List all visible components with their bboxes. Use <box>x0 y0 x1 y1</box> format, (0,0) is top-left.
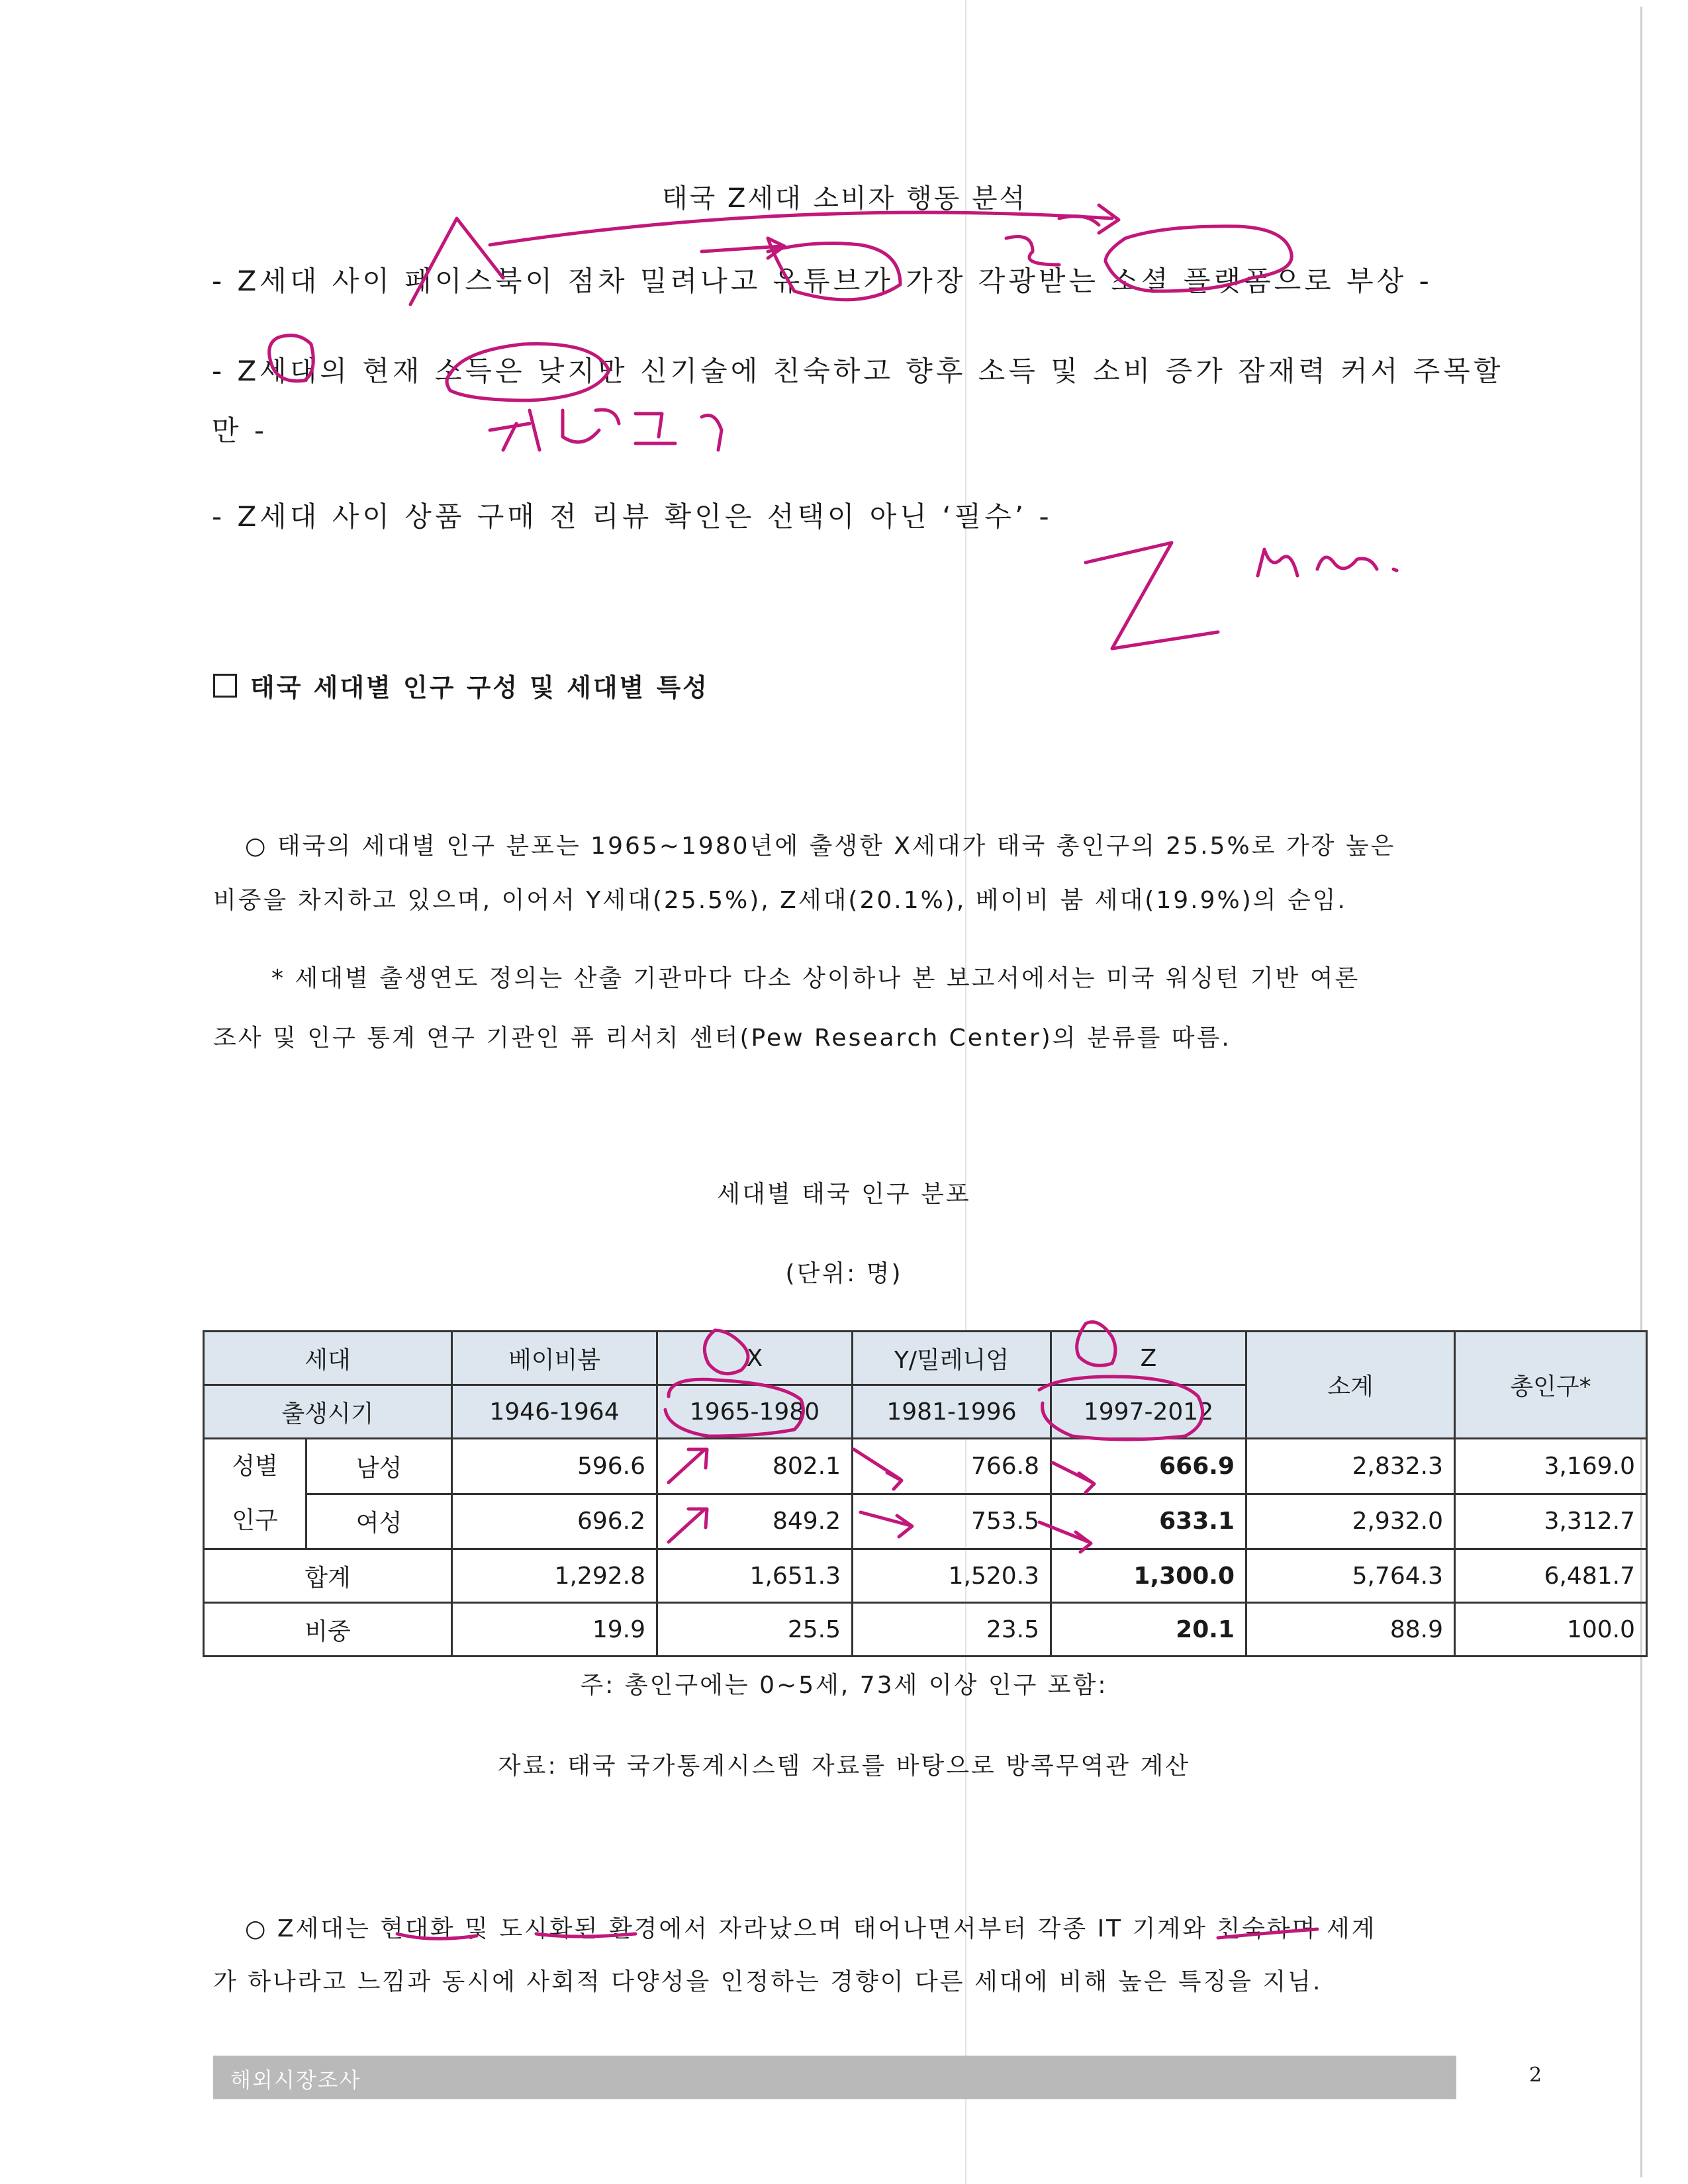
subtitle-2-continued: 만 - <box>212 414 268 447</box>
table-cell: 849.2 <box>657 1494 853 1549</box>
table-cell: 2,832.3 <box>1246 1439 1455 1494</box>
table-cell: 1,292.8 <box>452 1549 657 1603</box>
sum-label: 합계 <box>204 1549 452 1603</box>
header-gen-z: Z <box>1051 1332 1246 1385</box>
gender-label-1: 성별 <box>232 1453 278 1480</box>
circle-annotation <box>447 344 609 401</box>
table-cell: 88.9 <box>1246 1603 1455 1657</box>
handwriting-annotation <box>1258 549 1297 576</box>
subtitle-1: - Z세대 사이 페이스북이 점차 밀려나고 유튜브가 가장 각광받는 소셜 플랫폼으로 부상 - <box>212 265 1432 297</box>
arrow-annotation <box>854 1449 902 1489</box>
table-cell: 596.6 <box>452 1439 657 1494</box>
table-cell: 666.9 <box>1051 1439 1246 1494</box>
table-cell: 2,932.0 <box>1246 1494 1455 1549</box>
table-cell: 753.5 <box>853 1494 1051 1549</box>
table-cell: 19.9 <box>452 1603 657 1657</box>
circle-annotation <box>1077 1322 1115 1366</box>
circle-annotation <box>665 1379 803 1436</box>
table-source: 자료: 태국 국가통계시스템 자료를 바탕으로 방콕무역관 계산 <box>497 1752 1191 1780</box>
circle-annotation <box>704 1330 748 1374</box>
arrow-annotation <box>861 1512 912 1537</box>
subtitle-2: - Z세대의 현재 소득은 낮지만 신기술에 친숙하고 향후 소득 및 소비 증가 잠재력 커서 주목할 <box>212 355 1504 387</box>
table-cell: 25.5 <box>657 1603 853 1657</box>
table-unit: (단위: 명) <box>785 1260 903 1287</box>
table-cell: 1,651.3 <box>657 1549 853 1603</box>
table-title: 세대별 태국 인구 분포 <box>717 1181 971 1208</box>
note-line-1: * 세대별 출생연도 정의는 산출 기관마다 다소 상이하나 본 보고서에서는 미국 워싱턴 기반 여론 <box>271 965 1360 992</box>
table-cell: 23.5 <box>853 1603 1051 1657</box>
document-title: 태국 Z세대 소비자 행동 분석 <box>662 183 1027 214</box>
header-total: 총인구* <box>1455 1332 1647 1439</box>
female-label: 여성 <box>306 1494 452 1549</box>
footer-label: 해외시장조사 <box>230 2068 361 2093</box>
gender-label-2: 인구 <box>232 1507 278 1534</box>
handwriting-annotation <box>1393 569 1397 570</box>
scribble-annotation <box>1006 216 1099 265</box>
table-cell: 633.1 <box>1051 1494 1246 1549</box>
birth-z: 1997-2012 <box>1051 1385 1246 1439</box>
header-gen-y: Y/밀레니엄 <box>853 1332 1051 1385</box>
arrow-annotation <box>490 212 1112 245</box>
table-cell: 1,300.0 <box>1051 1549 1246 1603</box>
paragraph-1-line-1: ○ 태국의 세대별 인구 분포는 1965~1980년에 출생한 X세대가 태국 총인구의 25.5%로 가장 높은 <box>245 833 1396 860</box>
arrow-annotation <box>1053 1463 1094 1492</box>
table-cell: 3,169.0 <box>1455 1439 1647 1494</box>
arrow-annotation <box>669 1509 707 1542</box>
share-label: 비중 <box>204 1603 452 1657</box>
birth-babyboom: 1946-1964 <box>452 1385 657 1439</box>
underline-annotation <box>1218 1929 1317 1938</box>
circle-annotation <box>1039 1377 1203 1439</box>
header-generation: 세대 <box>204 1332 452 1385</box>
birth-y: 1981-1996 <box>853 1385 1051 1439</box>
note-line-2: 조사 및 인구 통계 연구 기관인 퓨 리서치 센터(Pew Research Center)의 분류를 따름. <box>213 1024 1231 1052</box>
table-cell: 766.8 <box>853 1439 1051 1494</box>
paragraph-1-line-2: 비중을 차지하고 있으며, 이어서 Y세대(25.5%), Z세대(20.1%), 베이비 붐 세대(19.9%)의 순임. <box>213 887 1347 914</box>
arrow-annotation <box>410 218 503 304</box>
arrow-annotation <box>669 1449 707 1482</box>
birth-x: 1965-1980 <box>657 1385 853 1439</box>
table-cell: 20.1 <box>1051 1603 1246 1657</box>
header-gen-x: X <box>657 1332 853 1385</box>
circle-annotation <box>1105 226 1291 291</box>
table-cell: 696.2 <box>452 1494 657 1549</box>
table-cell: 1,520.3 <box>853 1549 1051 1603</box>
header-birth-period: 출생시기 <box>204 1385 452 1439</box>
circle-annotation <box>269 336 314 381</box>
header-subtotal: 소계 <box>1246 1332 1455 1439</box>
table-note: 주: 총인구에는 0~5세, 73세 이상 인구 포함: <box>580 1672 1108 1699</box>
table-cell: 6,481.7 <box>1455 1549 1647 1603</box>
table-cell: 100.0 <box>1455 1603 1647 1657</box>
male-label: 남성 <box>306 1439 452 1494</box>
table-cell: 5,764.3 <box>1246 1549 1455 1603</box>
circle-annotation <box>768 238 900 300</box>
table-cell: 802.1 <box>657 1439 853 1494</box>
table-cell: 3,312.7 <box>1455 1494 1647 1549</box>
header-gen-babyboom: 베이비붐 <box>452 1332 657 1385</box>
page-number: 2 <box>1529 2064 1542 2087</box>
underline-annotation <box>397 1934 477 1938</box>
handwriting-annotation <box>1086 543 1218 649</box>
subtitle-3: - Z세대 사이 상품 구매 전 리뷰 확인은 선택이 아닌 ‘필수’ - <box>212 500 1053 533</box>
handwriting-annotation <box>1317 557 1377 569</box>
underline-annotation <box>536 1934 635 1936</box>
arrow-annotation <box>1039 1522 1091 1552</box>
paragraph-2-line-2: 가 하나라고 느낌과 동시에 사회적 다양성을 인정하는 경향이 다른 세대에 비해 높은 특징을 지님. <box>213 1968 1323 1995</box>
handwriting-annotation <box>490 410 722 450</box>
paragraph-2-line-1: ○ Z세대는 현대화 및 도시화된 환경에서 자라났으며 태어나면서부터 각종 IT 기계와 친숙하며 세계 <box>245 1915 1377 1942</box>
section-heading-text: 태국 세대별 인구 구성 및 세대별 특성 <box>250 673 709 702</box>
